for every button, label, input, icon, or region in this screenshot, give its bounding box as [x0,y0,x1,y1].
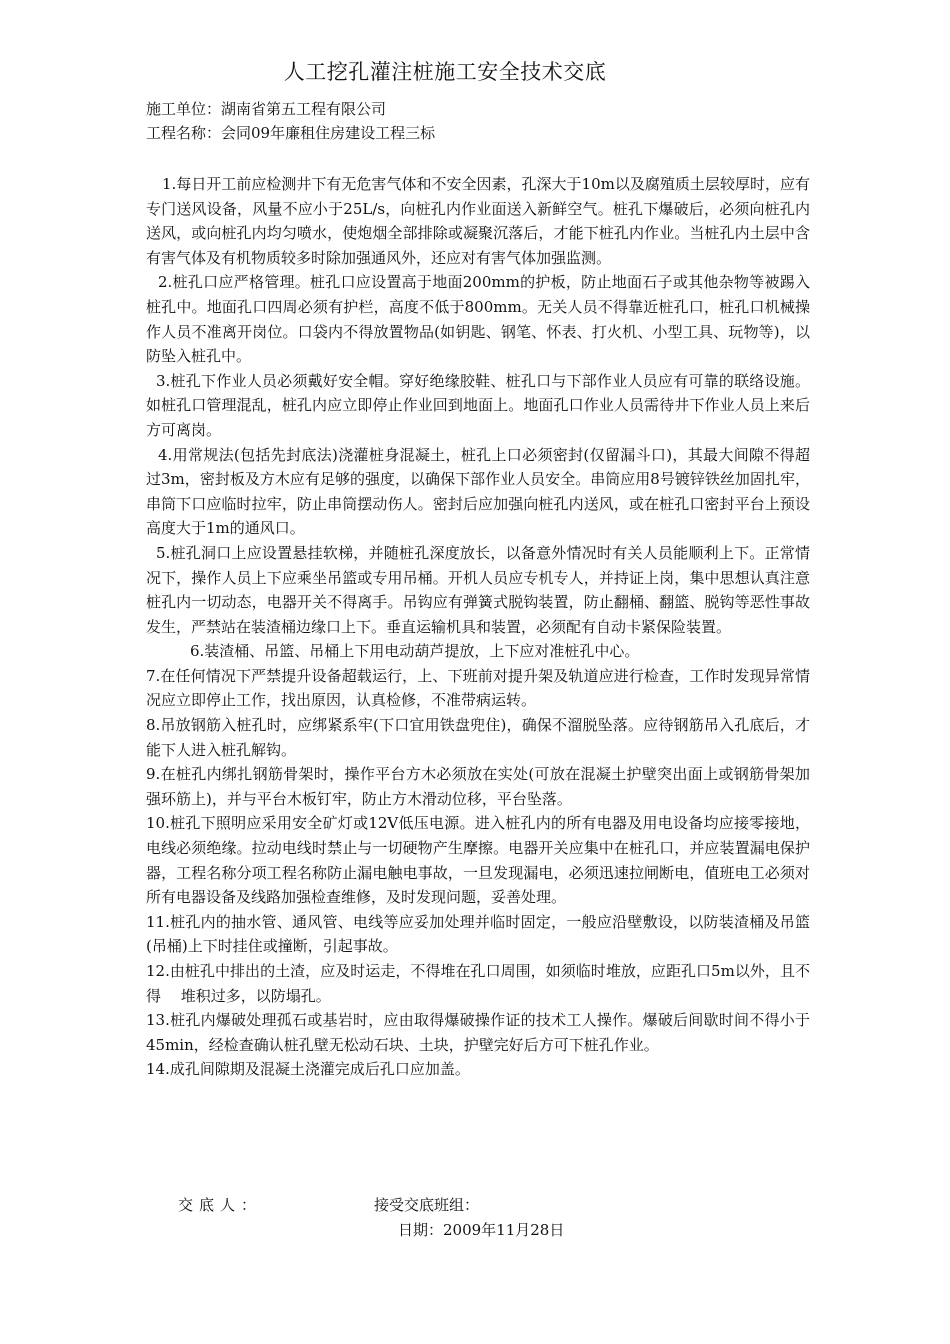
document-title: 人工挖孔灌注桩施工安全技术交底 [283,60,607,84]
clause-5: 5.桩孔洞口上应设置悬挂软梯，并随桩孔深度放长，以备意外情况时有关人员能顺利上下。正常情况下，操作人员上下应乘坐吊篮或专用吊桶。开机人员应专机专人，并持证上岗，集中思想认真注意桩孔内一切动态，电器开关不得离手。吊钩应有弹簧式脱钩装置，防止翻桶、翻篮、脱钩等恶性事故发生，严禁站在装渣桶边缘口上下。垂直运输机具和装置，必须配有自动卡紧保险装置。 [146,543,810,636]
clause-10: 10.桩孔下照明应采用安全矿灯或12V低压电源。进入桩孔内的所有电器及用电设备均应接零接地，电线必须绝缘。拉动电线时禁止与一切硬物产生摩擦。电器开关应集中在桩孔口，并应装置漏电保护器，工程名称分项工程名称防止漏电触电事故，一旦发现漏电，必须迅速拉闸断电，值班电工必须对所有电器设备及线路加强检查维修，及时发现问题，妥善处理。 [146,814,810,907]
clause-4: 4.用常规法(包括先封底法)浇灌桩身混凝土，桩孔上口必须密封(仅留漏斗口)，其最大间隙不得超过3m，密封板及方木应有足够的强度，以确保下部作业人员安全。串筒应用8号镀锌铁丝加固扎牢，串筒下口应临时拉牢，防止串筒摆动伤人。密封后应加强向桩孔内送风，或在桩孔口密封平台上预设高度大于1m的通风口。 [146,445,810,538]
clause-7: 7.在任何情况下严禁提升设备超载运行，上、下班前对提升架及轨道应进行检查，工作时发现异常情况应立即停止工作，找出原因，认真检修，不准带病运转。 [146,666,810,710]
clause-11: 11.桩孔内的抽水管、通风管、电线等应妥加处理并临时固定，一般应沿壁敷设，以防装渣桶及吊篮(吊桶)上下时挂住或撞断，引起事故。 [146,912,810,956]
receiving-team-label: 接受交底班组： [374,1196,480,1214]
clause-9: 9.在桩孔内绑扎钢筋骨架时，操作平台方木必须放在实处(可放在混凝土护壁突出面上或钢筋骨架加强环筋上)，并与平台木板钉牢，防止方木滑动位移，平台坠落。 [146,765,810,808]
clause-6: 6.装渣桶、吊篮、吊桶上下用电动葫芦提放，上下应对准桩孔中心。 [190,642,640,661]
construction-unit: 施工单位：湖南省第五工程有限公司 [146,100,387,118]
clause-2: 2.桩孔口应严格管理。桩孔口应设置高于地面200mm的护板，防止地面石子或其他杂物等被踢入桩孔中。地面孔口四周必须有护栏，高度不低于800mm。无关人员不得靠近桩孔口，桩孔口机械操作人员不准离开岗位。口袋内不得放置物品(如钥匙、钢笔、怀表、打火机、小型工具、玩物等)，以防坠入桩孔中。 [146,273,810,366]
clause-3: 3.桩孔下作业人员必须戴好安全帽。穿好绝缘胶鞋、桩孔口与下部作业人员应有可靠的联络设施。如桩孔口管理混乱，桩孔内应立即停止作业回到地面上。地面孔口作业人员需待井下作业人员上来后方可离岗。 [146,371,810,439]
safety-clauses [146,172,810,1082]
clause-1: 1.每日开工前应检测井下有无危害气体和不安全因素，孔深大于10m以及腐殖质土层较厚时，应有专门送风设备，风量不应小于25L/s，向桩孔内作业面送入新鲜空气。桩孔下爆破后，必须向桩孔内送风，或向桩孔内均匀喷水，使炮烟全部排除或凝聚沉落后，才能下桩孔内作业。当桩孔内土层中含有害气体及有机物质较多时除加强通风外，还应对有害气体加强监测。 [146,175,810,267]
handover-person-label: 交底人： [178,1196,263,1214]
clause-8: 8.吊放钢筋入桩孔时，应绑紧系牢(下口宜用铁盘兜住)，确保不溜脱坠落。应待钢筋吊入孔底后，才能下人进入桩孔解钩。 [146,716,810,759]
clause-12: 12.由桩孔中排出的土渣，应及时运走，不得堆在孔口周围，如须临时堆放，应距孔口5m以外，且不得 堆积过多，以防塌孔。 [146,962,810,1005]
clause-14: 14.成孔间隙期及混凝土浇灌完成后孔口应加盖。 [146,1060,470,1079]
document-date: 日期：2009年11月28日 [398,1221,565,1239]
project-name: 工程名称：会同09年廉租住房建设工程三标 [146,124,436,142]
clause-13: 13.桩孔内爆破处理孤石或基岩时，应由取得爆破操作证的技术工人操作。爆破后间歇时间不得小于45min，经检查确认桩孔壁无松动石块、土块，护壁完好后方可下桩孔作业。 [146,1011,810,1054]
